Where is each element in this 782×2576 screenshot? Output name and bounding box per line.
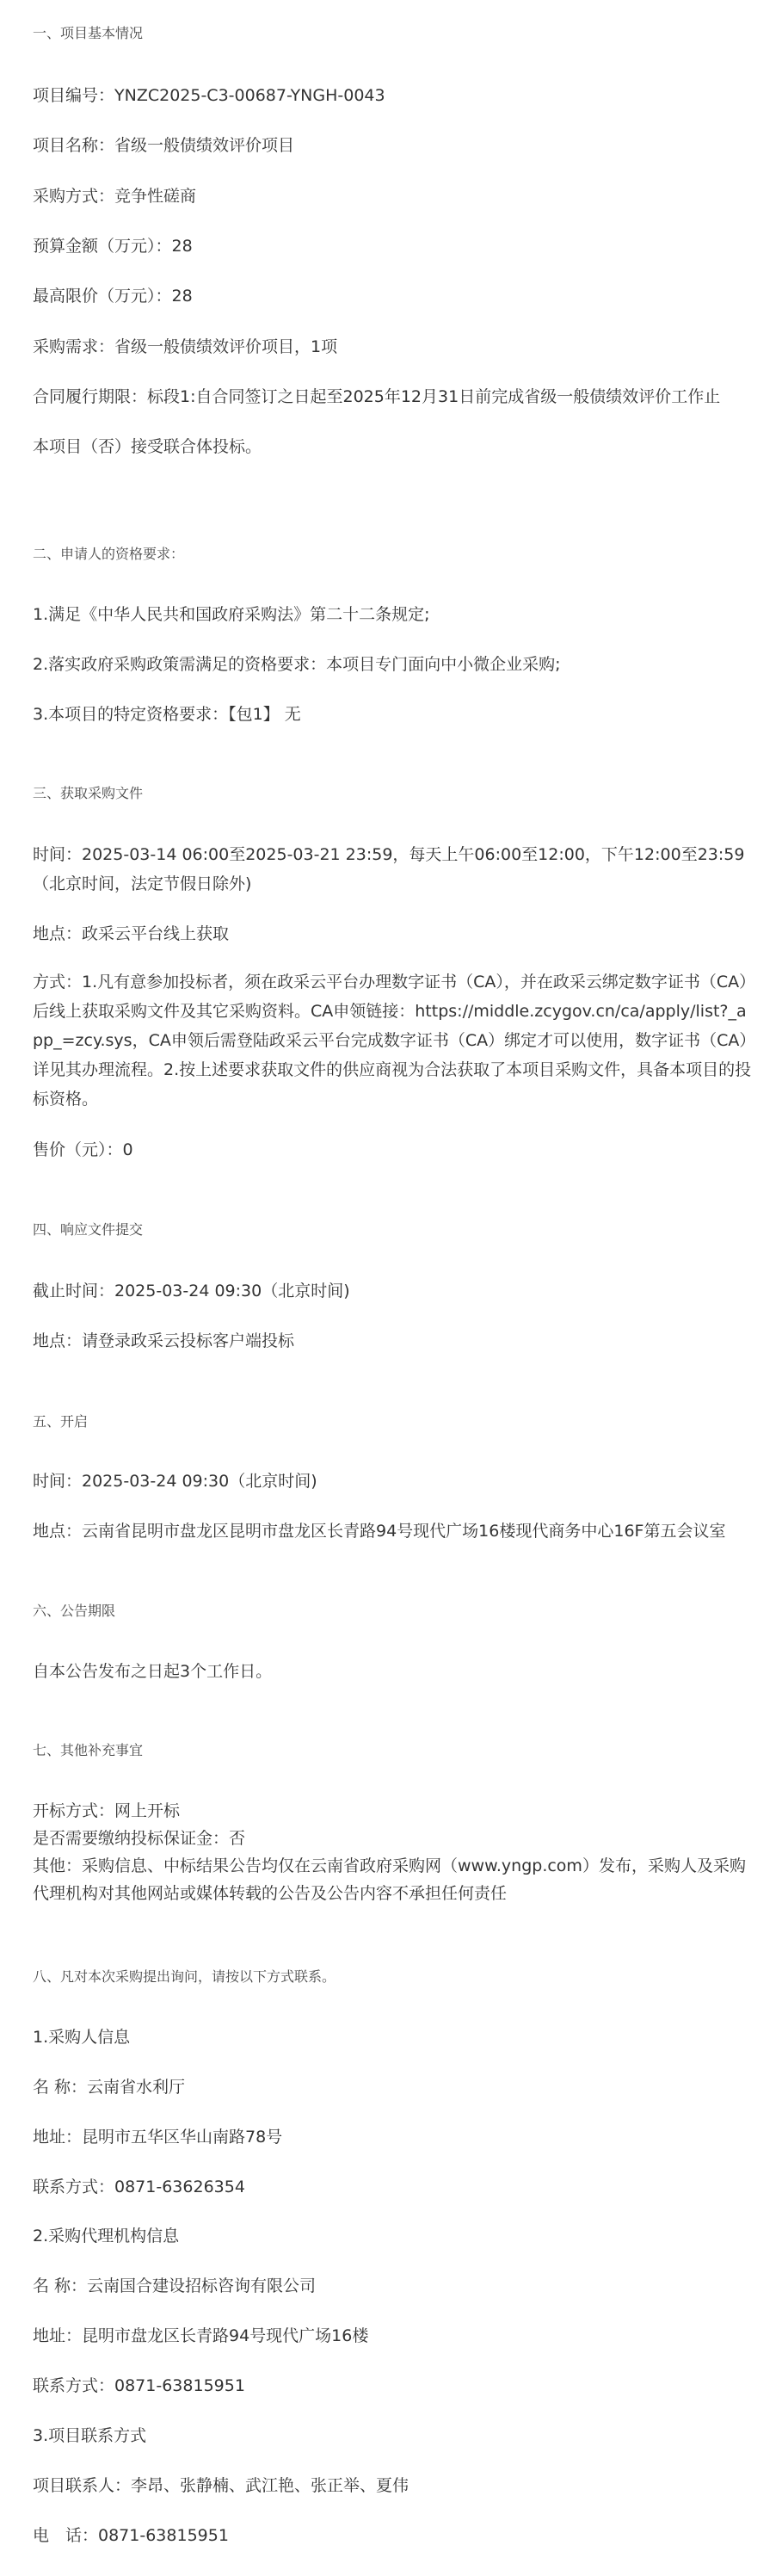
obtain-method: 方式：1.凡有意参加投标者，须在政采云平台办理数字证书（CA），并在政采云绑定数字证书（CA）后线上获取采购文件及其它采购资料。CA申领链接：https://middle.zcygov.cn/ca/apply/list?_app_=zcy.sys，CA申领后需登陆政采云平台完成数字证书（CA）绑定才可以使用，数字证书（CA）详见其办理流程。2.按上述要求获取文件的供应商视为合法获取了本项目采购文件，具备本项目的投标资格。 <box>33 973 752 1109</box>
other-notes: 其他：采购信息、中标结果公告均仅在云南省政府采购网（www.yngp.com）发布，采购人及采购代理机构对其他网站或媒体转载的公告及公告内容不承担任何责任 <box>33 1856 746 1903</box>
submission-place: 地点：请登录政采云投标客户端投标 <box>33 1331 295 1350</box>
obtain-place: 地点：政采云平台线上获取 <box>33 924 230 943</box>
section-heading-qualification: 二、申请人的资格要求： <box>33 546 185 562</box>
project-name: 项目名称：省级一般债绩效评价项目 <box>33 136 295 155</box>
section-heading-notice-period: 六、公告期限 <box>33 1603 116 1619</box>
budget-amount: 预算金额（万元）：28 <box>33 237 193 256</box>
project-contact-phone: 电 话：0871-63815951 <box>33 2526 229 2545</box>
opening-place: 地点：云南省昆明市盘龙区昆明市盘龙区长青路94号现代广场16楼现代商务中心16F第五会议室 <box>33 1522 726 1541</box>
project-number: 项目编号：YNZC2025-C3-00687-YNGH-0043 <box>33 86 385 105</box>
section-heading-other-matters: 七、其他补充事宜 <box>33 1742 144 1758</box>
bid-deposit: 是否需要缴纳投标保证金：否 <box>33 1829 246 1848</box>
notice-period-text: 自本公告发布之日起3个工作日。 <box>33 1662 273 1681</box>
bid-opening-method: 开标方式：网上开标 <box>33 1801 181 1820</box>
buyer-address: 地址：昆明市五华区华山南路78号 <box>33 2128 283 2147</box>
qualification-item-1: 1.满足《中华人民共和国政府采购法》第二十二条规定; <box>33 605 430 624</box>
qualification-item-2: 2.落实政府采购政策需满足的资格要求：本项目专门面向中小微企业采购; <box>33 655 561 674</box>
document-price: 售价（元）：0 <box>33 1140 133 1159</box>
section-heading-basic-info: 一、项目基本情况 <box>33 25 144 41</box>
agent-phone: 联系方式：0871-63815951 <box>33 2376 245 2395</box>
buyer-phone: 联系方式：0871-63626354 <box>33 2178 245 2196</box>
agent-address: 地址：昆明市盘龙区长青路94号现代广场16楼 <box>33 2326 369 2345</box>
section-heading-contact: 八、凡对本次采购提出询问，请按以下方式联系。 <box>33 1968 336 1985</box>
section-heading-obtain-docs: 三、获取采购文件 <box>33 785 144 801</box>
opening-time: 时间：2025-03-24 09:30（北京时间) <box>33 1472 317 1491</box>
consortium-note: 本项目（否）接受联合体投标。 <box>33 437 262 456</box>
buyer-name: 名 称：云南省水利厅 <box>33 2078 186 2097</box>
buyer-info-title: 1.采购人信息 <box>33 2028 131 2047</box>
contract-period: 合同履行期限：标段1:自合同签订之日起至2025年12月31日前完成省级一般债绩效评价工作止 <box>33 387 721 406</box>
agent-name: 名 称：云南国合建设招标咨询有限公司 <box>33 2276 317 2295</box>
project-contact-title: 3.项目联系方式 <box>33 2426 147 2445</box>
section-heading-submission: 四、响应文件提交 <box>33 1221 144 1238</box>
agent-info-title: 2.采购代理机构信息 <box>33 2227 180 2246</box>
procurement-method: 采购方式：竞争性磋商 <box>33 187 197 206</box>
max-price: 最高限价（万元）：28 <box>33 287 193 306</box>
qualification-item-3: 3.本项目的特定资格要求：【包1】 无 <box>33 705 301 724</box>
procurement-demand: 采购需求：省级一般债绩效评价项目，1项 <box>33 337 338 356</box>
obtain-time: 时间：2025-03-14 06:00至2025-03-21 23:59，每天上午06:00至12:00，下午12:00至23:59（北京时间，法定节假日除外) <box>33 845 745 893</box>
section-heading-opening: 五、开启 <box>33 1413 89 1430</box>
project-contact-people: 项目联系人：李昂、张静楠、武江艳、张正举、夏伟 <box>33 2476 409 2495</box>
submission-deadline: 截止时间：2025-03-24 09:30（北京时间) <box>33 1282 350 1300</box>
